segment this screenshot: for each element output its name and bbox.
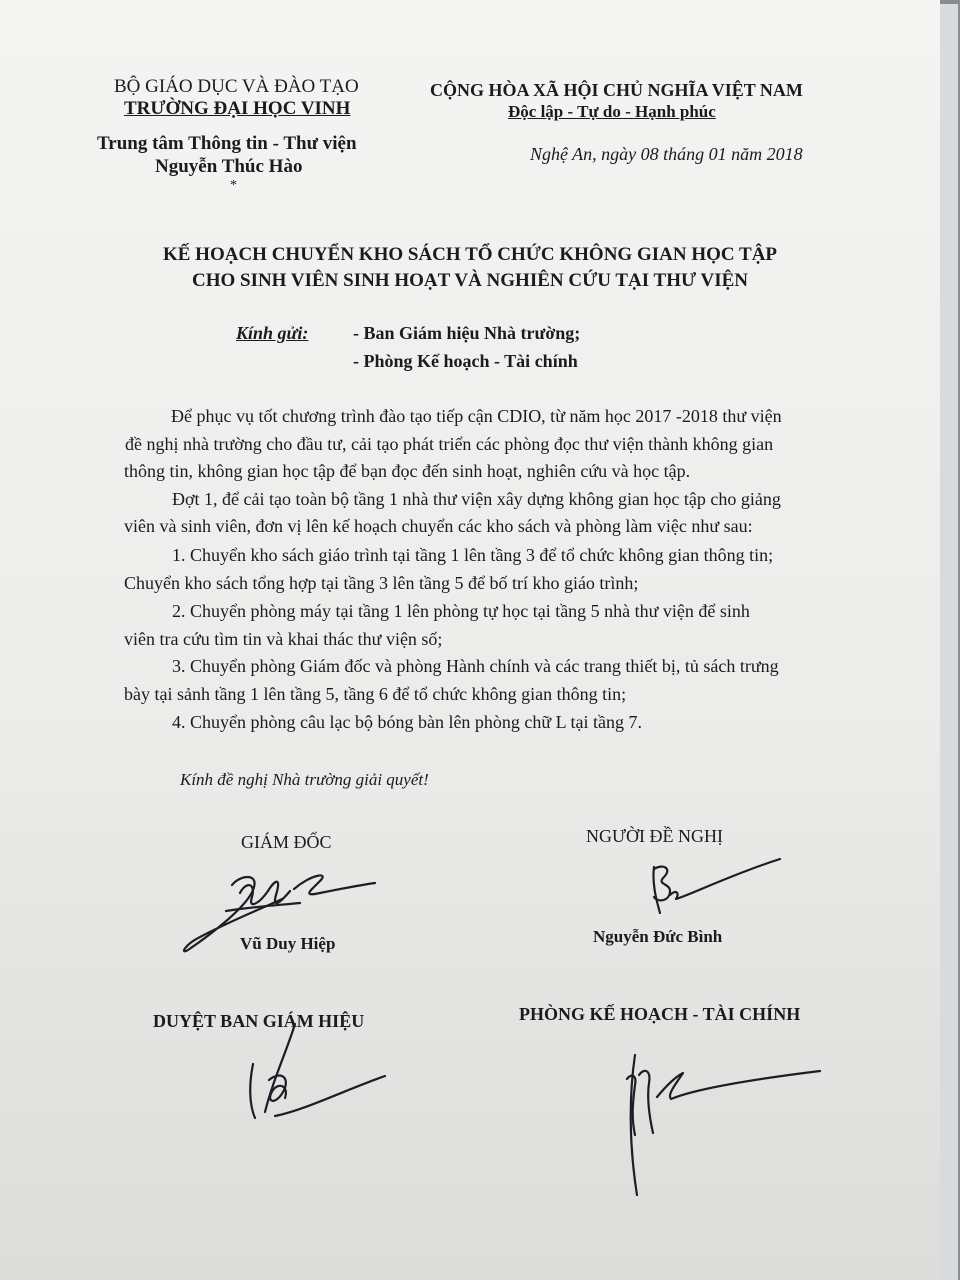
body-line: Chuyển kho sách tổng hợp tại tầng 3 lên tầng 5 để bố trí kho giáo trình; xyxy=(124,573,639,593)
finance-signature xyxy=(605,1045,835,1205)
university-name: TRƯỜNG ĐẠI HỌC VINH xyxy=(124,98,351,119)
body-line: đề nghị nhà trường cho đầu tư, cải tạo phát triển các phòng đọc thư viện thành không gian xyxy=(125,434,774,454)
document-title-line2: CHO SINH VIÊN SINH HOẠT VÀ NGHIÊN CỨU TẠI THƯ VIỆN xyxy=(191,270,749,291)
director-title: GIÁM ĐỐC xyxy=(241,832,332,852)
director-signature xyxy=(170,845,390,965)
body-line: viên và sinh viên, đơn vị lên kế hoạch chuyển các kho sách và phòng làm việc như sau: xyxy=(124,516,753,536)
center-name-line1: Trung tâm Thông tin - Thư viện xyxy=(97,133,357,154)
country-motto: Độc lập - Tự do - Hạnh phúc xyxy=(508,102,716,121)
body-line: 1. Chuyển kho sách giáo trình tại tầng 1 lên tầng 3 để tổ chức không gian thông tin; xyxy=(172,545,774,565)
ministry-name: BỘ GIÁO DỤC VÀ ĐÀO TẠO xyxy=(114,76,359,97)
body-line: Để phục vụ tốt chương trình đào tạo tiếp cận CDIO, từ năm học 2017 -2018 thư viện xyxy=(171,406,782,426)
recipient-item: - Phòng Kế hoạch - Tài chính xyxy=(353,351,578,371)
body-line: viên tra cứu tìm tin và khai thác thư viện số; xyxy=(124,629,443,649)
proposer-title: NGƯỜI ĐỀ NGHỊ xyxy=(586,826,723,846)
body-line: Đợt 1, để cải tạo toàn bộ tầng 1 nhà thư viện xây dựng không gian học tập cho giảng xyxy=(172,489,781,509)
board-signature xyxy=(235,1020,405,1130)
recipient-item: - Ban Giám hiệu Nhà trường; xyxy=(353,323,581,343)
body-line: 4. Chuyển phòng câu lạc bộ bóng bàn lên phòng chữ L tại tầng 7. xyxy=(172,712,642,732)
closing-text: Kính đề nghị Nhà trường giải quyết! xyxy=(180,770,429,789)
header-star: * xyxy=(230,178,237,193)
country-name: CỘNG HÒA XÃ HỘI CHỦ NGHĨA VIỆT NAM xyxy=(430,80,803,100)
board-approval-title: DUYỆT BAN GIÁM HIỆU xyxy=(153,1011,365,1031)
recipients-label: Kính gửi: xyxy=(236,323,309,343)
proposer-name: Nguyễn Đức Bình xyxy=(593,927,723,946)
body-line: 2. Chuyển phòng máy tại tầng 1 lên phòng tự học tại tầng 5 nhà thư viện để sinh xyxy=(172,601,750,621)
body-line: thông tin, không gian học tập để bạn đọc đến sinh hoạt, nghiên cứu và học tập. xyxy=(124,461,691,481)
center-name-line2: Nguyễn Thúc Hào xyxy=(155,156,303,177)
document-date: Nghệ An, ngày 08 tháng 01 năm 2018 xyxy=(530,144,803,164)
finance-dept-title: PHÒNG KẾ HOẠCH - TÀI CHÍNH xyxy=(519,1004,801,1024)
body-line: 3. Chuyển phòng Giám đốc và phòng Hành chính và các trang thiết bị, tủ sách trưng xyxy=(172,656,779,676)
document-title-line1: KẾ HOẠCH CHUYỂN KHO SÁCH TỔ CHỨC KHÔNG GIAN HỌC TẬP xyxy=(162,244,778,265)
proposer-signature xyxy=(640,855,800,925)
director-name: Vũ Duy Hiệp xyxy=(240,934,336,953)
body-line: bày tại sảnh tầng 1 lên tầng 5, tầng 6 để tổ chức không gian thông tin; xyxy=(124,684,627,704)
